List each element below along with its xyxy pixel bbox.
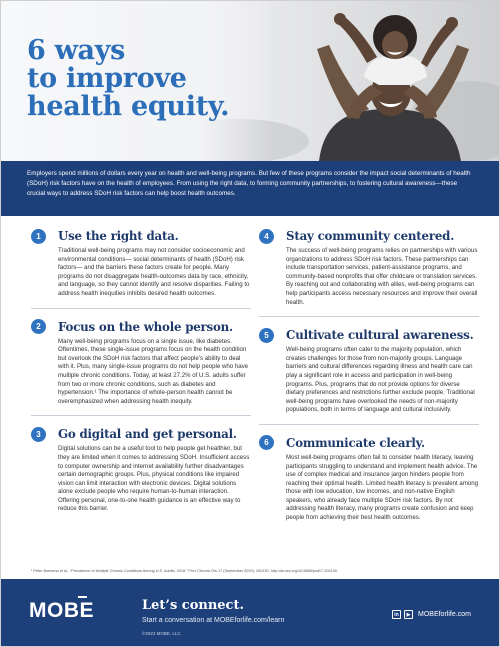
item-body: Traditional well-being programs may not consider socioeconomic and environmental conditions— social determinants of health (SDoH) risk factors— and the barriers these factors create for people. Many programs do not disaggregate health-outcomes data by race, ethnicity, and language, so they cannot identify and resolve disparities. Failing to address health inequities inhibits desired health outcomes.	[58, 247, 250, 297]
list-item	[31, 318, 251, 407]
number-badge: 3	[31, 427, 46, 442]
number-badge: 5	[259, 328, 274, 343]
hero-banner	[1, 1, 499, 161]
copyright: ©2023 MOBE, LLC	[142, 631, 181, 636]
divider	[31, 415, 251, 416]
title-line-1: 6 ways	[27, 35, 126, 66]
item-header	[31, 227, 251, 245]
footnote: ¹ Peter Boersma et al., “Prevalence of Multiple Chronic Conditions Among U.S. Adults, 2018,” Prev Chronic Dis 17 (September 2020): 200130, http://dx.doi.org/10.5888/pcd17.200130.	[31, 569, 338, 573]
item-header	[259, 227, 479, 245]
cta-title: Let’s connect.	[142, 598, 244, 613]
left-column	[31, 227, 251, 514]
item-body: Digital solutions can be a useful tool to help people get healthier, but they are limited when it comes to addressing SDoH. Insufficient access to computer ownership and internet availability further disadvantages certain demographic groups. Plus, physical conditions like impaired vision can limit interaction with electronic devices. Digital solutions alone exclude people who require human-to-human interaction. Offering personal, one-to-one health guidance is an effective way to reduce this barrier.	[58, 445, 250, 513]
number-badge: 6	[259, 435, 274, 450]
list-item	[31, 425, 251, 514]
item-body: Many well-being programs focus on a single issue, like diabetes. Oftentimes, these single-issue programs focus on the health condition but overlook the SDoH risk factors that affect people’s ability to deal with it. Plus, many single-issue programs do not help people who have multiple chronic conditions. Today, at least 27.2% of U.S. adults suffer from two or more chronic conditions, such as diabetes and hypertension.¹ The importance of whole-person health cannot be overemphasized when addressing health inequity.	[58, 337, 249, 405]
social-links	[392, 610, 471, 619]
footer-band	[1, 579, 499, 646]
item-title: Use the right data.	[58, 229, 179, 243]
intro-band	[1, 161, 499, 216]
logo-text: MOBE	[29, 599, 94, 622]
item-title: Communicate clearly.	[286, 435, 425, 450]
intro-text: Employers spend millions of dollars every year on health and well-being programs. But few of these programs consider the impact social determinants of health (SDoH) risk factors have on the health of employees. From using the right data, to forming community partnerships, to fostering cultural awareness—these crucial ways to address SDoH risk factors can help boost health outcomes.	[27, 170, 471, 198]
number-badge: 2	[31, 319, 46, 334]
item-header	[259, 434, 479, 452]
number-badge: 1	[31, 229, 46, 244]
item-title: Go digital and get personal.	[58, 427, 237, 442]
divider	[259, 316, 479, 317]
title-line-3: health equity.	[27, 91, 230, 122]
item-body: The success of well-being programs relies on partnerships with various organizations to address SDoH risk factors. These partnerships can include transportation services, patient-assistance programs, and community-based nonprofits that offer childcare or translation services. By reaching out and collaborating with allies, well-being programs can help participants access necessary resources and improve their overall health.	[286, 247, 478, 306]
item-title: Cultivate cultural awareness.	[286, 328, 474, 343]
divider	[31, 308, 251, 309]
item-header	[31, 318, 251, 336]
item-body: Most well-being programs often fail to consider health literacy, leaving participants struggling to understand and implement health advice. The use of complex medical and insurance jargon hinders people from reaching their optimal health. Limited health literacy is prevalent among those with low education, low incomes, and non-native English speakers, who already face multiple SDoH risk factors. By not addressing health literacy, many programs create confusion and keep people from achieving their best health outcomes.	[286, 453, 479, 522]
item-header	[259, 326, 479, 344]
list-item	[259, 434, 479, 523]
number-badge: 4	[259, 229, 274, 244]
website-link[interactable]: MOBEforlife.com	[418, 611, 471, 618]
item-header	[31, 425, 251, 443]
logo-macron	[78, 596, 87, 598]
list-item	[31, 227, 251, 299]
list-item	[259, 227, 479, 307]
mobe-logo	[29, 599, 94, 623]
item-body: Well-being programs often cater to the majority population, which creates challenges for those from non-majority groups. Language barriers and cultural differences regarding illness and health care can play a significant role in access and participation in well-being programs. Plus, programs that do not provide options for diverse dietary preferences and restrictions further exclude people. Traditional well-being programs have overlooked the needs of non-majority populations, both in terms of language and cultural inclusivity.	[286, 346, 475, 414]
title-line-2: to improve	[27, 63, 187, 94]
item-title: Stay community centered.	[286, 229, 455, 243]
page-title	[27, 37, 247, 121]
cta-subtitle[interactable]: Start a conversation at MOBEforlife.com/learn	[142, 617, 285, 624]
list-item	[259, 326, 479, 415]
divider	[259, 424, 479, 425]
right-column	[259, 227, 479, 523]
item-title: Focus on the whole person.	[58, 319, 233, 334]
linkedin-icon[interactable]: in	[392, 610, 401, 619]
youtube-icon[interactable]: ▶	[404, 610, 413, 619]
